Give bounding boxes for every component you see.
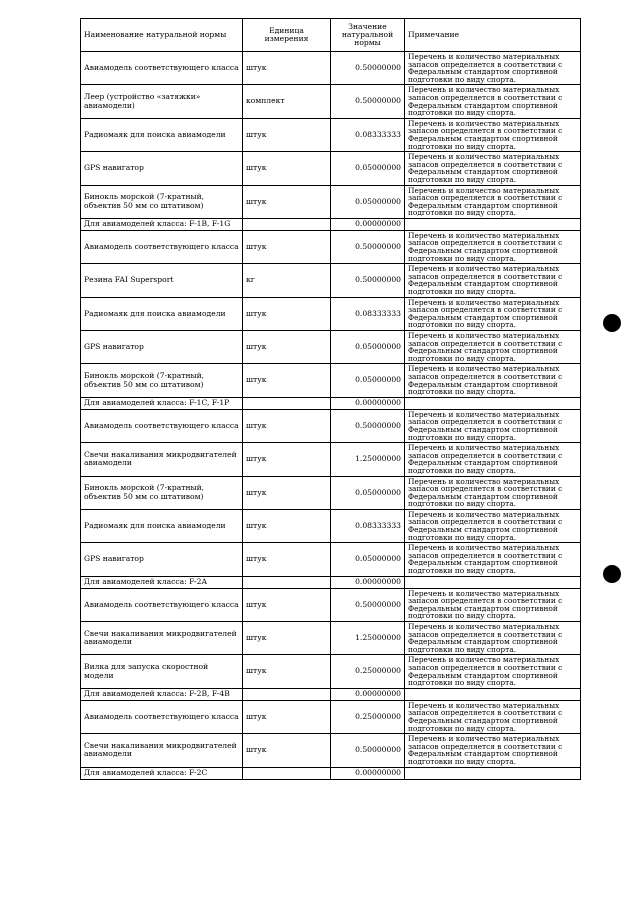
table-row [81, 230, 581, 263]
cell-unit [243, 767, 331, 779]
cell-name: Радиомаяк для поиска авиамодели [81, 509, 243, 542]
cell-note: Перечень и количество материальных запасов определяется в соответствии с Федеральным стандартом спортивной подготовки по виду спорта. [405, 509, 581, 542]
cell-value: 0.50000000 [331, 264, 405, 297]
cell-value: 0.50000000 [331, 409, 405, 442]
table-row [81, 543, 581, 576]
cell-name: Для авиамоделей класса: F-2A [81, 576, 243, 588]
cell-unit: штук [243, 588, 331, 621]
cell-note: Перечень и количество материальных запасов определяется в соответствии с Федеральным стандартом спортивной подготовки по виду спорта. [405, 85, 581, 118]
cell-note: Перечень и количество материальных запасов определяется в соответствии с Федеральным стандартом спортивной подготовки по виду спорта. [405, 476, 581, 509]
cell-note: Перечень и количество материальных запасов определяется в соответствии с Федеральным стандартом спортивной подготовки по виду спорта. [405, 655, 581, 688]
cell-unit [243, 688, 331, 700]
table-row [81, 655, 581, 688]
cell-name: Авиамодель соответствующего класса [81, 588, 243, 621]
cell-value: 0.50000000 [331, 734, 405, 767]
header-value: Значение натуральной нормы [331, 19, 405, 52]
table-row [81, 509, 581, 542]
cell-value: 1.25000000 [331, 443, 405, 476]
cell-note: Перечень и количество материальных запасов определяется в соответствии с Федеральным стандартом спортивной подготовки по виду спорта. [405, 118, 581, 151]
cell-value: 0.00000000 [331, 576, 405, 588]
group-row [81, 688, 581, 700]
cell-name: Бинокль морской (7-кратный, объектив 50 мм со штативом) [81, 476, 243, 509]
cell-note [405, 576, 581, 588]
cell-name: Авиамодель соответствующего класса [81, 52, 243, 85]
cell-note: Перечень и количество материальных запасов определяется в соответствии с Федеральным стандартом спортивной подготовки по виду спорта. [405, 52, 581, 85]
cell-name: Авиамодель соответствующего класса [81, 230, 243, 263]
header-name: Наименование натуральной нормы [81, 19, 243, 52]
cell-unit: штук [243, 230, 331, 263]
cell-note: Перечень и количество материальных запасов определяется в соответствии с Федеральным стандартом спортивной подготовки по виду спорта. [405, 331, 581, 364]
group-row [81, 767, 581, 779]
cell-note: Перечень и количество материальных запасов определяется в соответствии с Федеральным стандартом спортивной подготовки по виду спорта. [405, 264, 581, 297]
table-row [81, 364, 581, 397]
cell-note [405, 767, 581, 779]
cell-unit: штук [243, 297, 331, 330]
cell-unit [243, 218, 331, 230]
cell-name: Леер (устройство «затяжки» авиамодели) [81, 85, 243, 118]
cell-note: Перечень и количество материальных запасов определяется в соответствии с Федеральным стандартом спортивной подготовки по виду спорта. [405, 364, 581, 397]
cell-name: Для авиамоделей класса: F-1B, F-1G [81, 218, 243, 230]
cell-value: 0.50000000 [331, 230, 405, 263]
table-row [81, 409, 581, 442]
cell-unit [243, 576, 331, 588]
cell-value: 0.50000000 [331, 52, 405, 85]
table-row [81, 152, 581, 185]
cell-name: Радиомаяк для поиска авиамодели [81, 297, 243, 330]
table-row [81, 264, 581, 297]
cell-unit: штук [243, 622, 331, 655]
cell-note: Перечень и количество материальных запасов определяется в соответствии с Федеральным стандартом спортивной подготовки по виду спорта. [405, 409, 581, 442]
cell-unit: кг [243, 264, 331, 297]
cell-note: Перечень и количество материальных запасов определяется в соответствии с Федеральным стандартом спортивной подготовки по виду спорта. [405, 734, 581, 767]
cell-value: 0.00000000 [331, 218, 405, 230]
cell-name: GPS навигатор [81, 543, 243, 576]
cell-value: 0.08333333 [331, 509, 405, 542]
cell-value: 0.00000000 [331, 688, 405, 700]
table-row [81, 476, 581, 509]
cell-value: 0.50000000 [331, 588, 405, 621]
table-row [81, 700, 581, 733]
cell-value: 1.25000000 [331, 622, 405, 655]
cell-unit: штук [243, 734, 331, 767]
cell-unit [243, 397, 331, 409]
cell-name: Свечи накаливания микродвигателей авиамодели [81, 622, 243, 655]
cell-unit: штук [243, 443, 331, 476]
cell-unit: штук [243, 409, 331, 442]
cell-value: 0.05000000 [331, 152, 405, 185]
cell-note: Перечень и количество материальных запасов определяется в соответствии с Федеральным стандартом спортивной подготовки по виду спорта. [405, 230, 581, 263]
punch-hole-mark [603, 314, 621, 332]
cell-unit: штук [243, 118, 331, 151]
cell-unit: штук [243, 655, 331, 688]
header-note: Примечание [405, 19, 581, 52]
cell-note [405, 397, 581, 409]
cell-note [405, 218, 581, 230]
cell-value: 0.25000000 [331, 655, 405, 688]
cell-name: Бинокль морской (7-кратный, объектив 50 мм со штативом) [81, 364, 243, 397]
cell-name: Вилка для запуска скоростной модели [81, 655, 243, 688]
cell-name: Бинокль морской (7-кратный, объектив 50 мм со штативом) [81, 185, 243, 218]
cell-note: Перечень и количество материальных запасов определяется в соответствии с Федеральным стандартом спортивной подготовки по виду спорта. [405, 185, 581, 218]
cell-note: Перечень и количество материальных запасов определяется в соответствии с Федеральным стандартом спортивной подготовки по виду спорта. [405, 297, 581, 330]
cell-name: Радиомаяк для поиска авиамодели [81, 118, 243, 151]
cell-unit: штук [243, 509, 331, 542]
cell-value: 0.05000000 [331, 185, 405, 218]
cell-note: Перечень и количество материальных запасов определяется в соответствии с Федеральным стандартом спортивной подготовки по виду спорта. [405, 700, 581, 733]
cell-name: Свечи накаливания микродвигателей авиамодели [81, 734, 243, 767]
table-row [81, 52, 581, 85]
punch-hole-mark [603, 565, 621, 583]
cell-unit: штук [243, 543, 331, 576]
cell-unit: штук [243, 364, 331, 397]
cell-value: 0.08333333 [331, 297, 405, 330]
cell-name: GPS навигатор [81, 152, 243, 185]
cell-name: Авиамодель соответствующего класса [81, 700, 243, 733]
cell-unit: штук [243, 185, 331, 218]
cell-note [405, 688, 581, 700]
cell-value: 0.00000000 [331, 397, 405, 409]
cell-name: Для авиамоделей класса: F-1C, F-1P [81, 397, 243, 409]
cell-value: 0.05000000 [331, 331, 405, 364]
cell-value: 0.05000000 [331, 364, 405, 397]
table-row [81, 331, 581, 364]
table-row [81, 443, 581, 476]
table-row [81, 118, 581, 151]
cell-unit: штук [243, 476, 331, 509]
cell-value: 0.50000000 [331, 85, 405, 118]
table-header-row [81, 19, 581, 52]
group-row [81, 397, 581, 409]
cell-note: Перечень и количество материальных запасов определяется в соответствии с Федеральным стандартом спортивной подготовки по виду спорта. [405, 543, 581, 576]
cell-note: Перечень и количество материальных запасов определяется в соответствии с Федеральным стандартом спортивной подготовки по виду спорта. [405, 443, 581, 476]
cell-value: 0.08333333 [331, 118, 405, 151]
cell-name: Для авиамоделей класса: F-2B, F-4B [81, 688, 243, 700]
table-row [81, 85, 581, 118]
cell-name: Свечи накаливания микродвигателей авиамодели [81, 443, 243, 476]
cell-unit: комплект [243, 85, 331, 118]
cell-unit: штук [243, 152, 331, 185]
cell-value: 0.05000000 [331, 543, 405, 576]
cell-note: Перечень и количество материальных запасов определяется в соответствии с Федеральным стандартом спортивной подготовки по виду спорта. [405, 152, 581, 185]
cell-name: Для авиамоделей класса: F-2C [81, 767, 243, 779]
table-row [81, 588, 581, 621]
cell-value: 0.25000000 [331, 700, 405, 733]
table-row [81, 297, 581, 330]
cell-note: Перечень и количество материальных запасов определяется в соответствии с Федеральным стандартом спортивной подготовки по виду спорта. [405, 622, 581, 655]
cell-name: GPS навигатор [81, 331, 243, 364]
cell-value: 0.05000000 [331, 476, 405, 509]
cell-value: 0.00000000 [331, 767, 405, 779]
cell-name: Резина FAI Supersport [81, 264, 243, 297]
table-row [81, 734, 581, 767]
cell-unit: штук [243, 52, 331, 85]
cell-note: Перечень и количество материальных запасов определяется в соответствии с Федеральным стандартом спортивной подготовки по виду спорта. [405, 588, 581, 621]
header-unit: Единица измерения [243, 19, 331, 52]
cell-unit: штук [243, 331, 331, 364]
cell-unit: штук [243, 700, 331, 733]
cell-name: Авиамодель соответствующего класса [81, 409, 243, 442]
table-row [81, 622, 581, 655]
group-row [81, 576, 581, 588]
table-row [81, 185, 581, 218]
group-row [81, 218, 581, 230]
norms-table [80, 18, 581, 780]
